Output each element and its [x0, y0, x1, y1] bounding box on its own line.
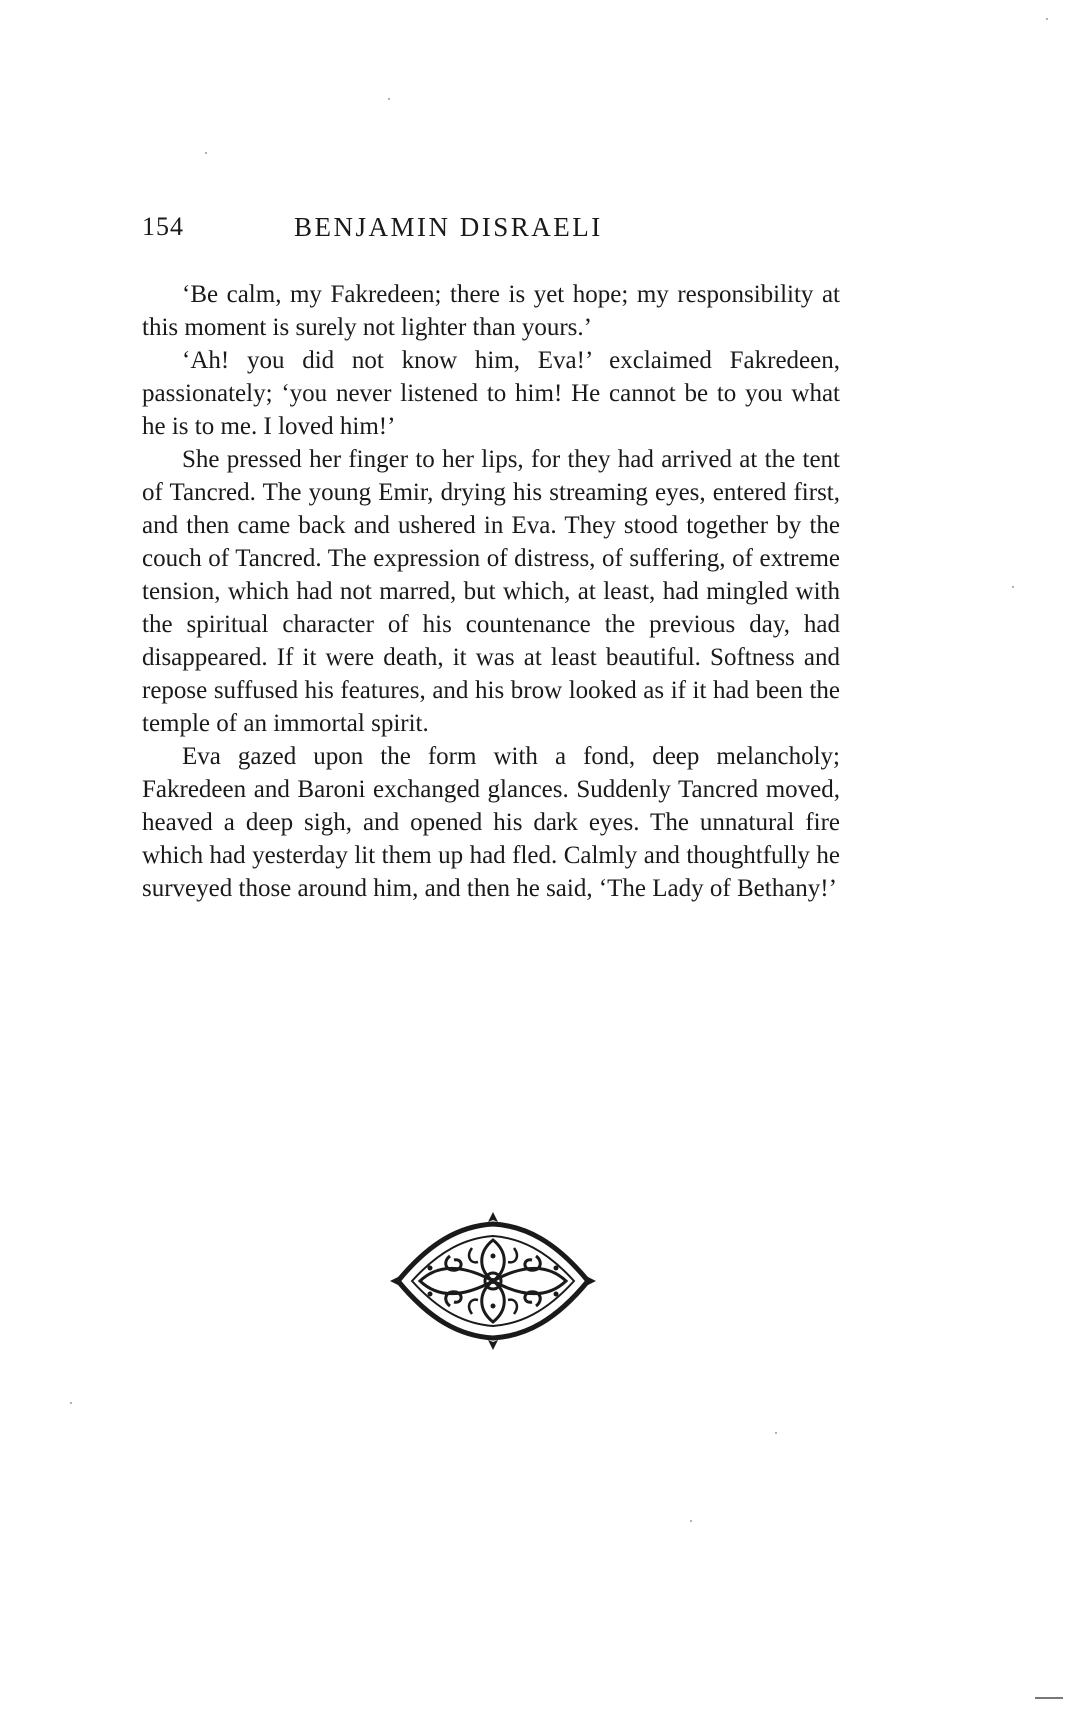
paper-speck	[70, 1402, 72, 1404]
paper-speck	[690, 1520, 692, 1522]
decorative-fleuron-icon	[390, 1212, 596, 1350]
paper-speck	[775, 1432, 777, 1434]
edge-mark	[1035, 1697, 1063, 1699]
paragraph: ‘Be calm, my Fakredeen; there is yet hope; my responsibility at this moment is surely not lighter than yours.’	[142, 281, 840, 341]
paper-speck	[1046, 18, 1048, 20]
running-head	[142, 212, 842, 252]
paragraph: She pressed her finger to her lips, for they had arrived at the tent of Tancred. The young Emir, drying his streaming eyes, entered first, and then came back and ushered in Eva. They stood together by the couch of Tancred. The expression of distress, of suffering, of extreme tension, which had not marred, but which, at least, had mingled with the spiritual character of his countenance the previous day, had disappeared. If it were death, it was at least beautiful. Softness and repose suffused his features, and his brow looked as if it had been the temple of an immortal spirit.	[142, 446, 840, 737]
paper-speck	[1012, 586, 1014, 588]
paragraph: ‘Ah! you did not know him, Eva!’ exclaimed Fakredeen, passionately; ‘you never listened to him! He cannot be to you what he is to me. I loved him!’	[142, 347, 840, 440]
body-text	[142, 278, 840, 905]
page-number: 154	[142, 212, 184, 241]
paper-speck	[388, 98, 390, 100]
running-title: BENJAMIN DISRAELI	[294, 212, 603, 242]
paragraph: Eva gazed upon the form with a fond, deep melancholy; Fakredeen and Baroni exchanged glances. Suddenly Tancred moved, heaved a deep sigh, and opened his dark eyes. The unnatural fire which had yesterday lit them up had fled. Calmly and thoughtfully he surveyed those around him, and then he said, ‘The Lady of Bethany!’	[142, 743, 840, 902]
paper-speck	[205, 152, 207, 154]
